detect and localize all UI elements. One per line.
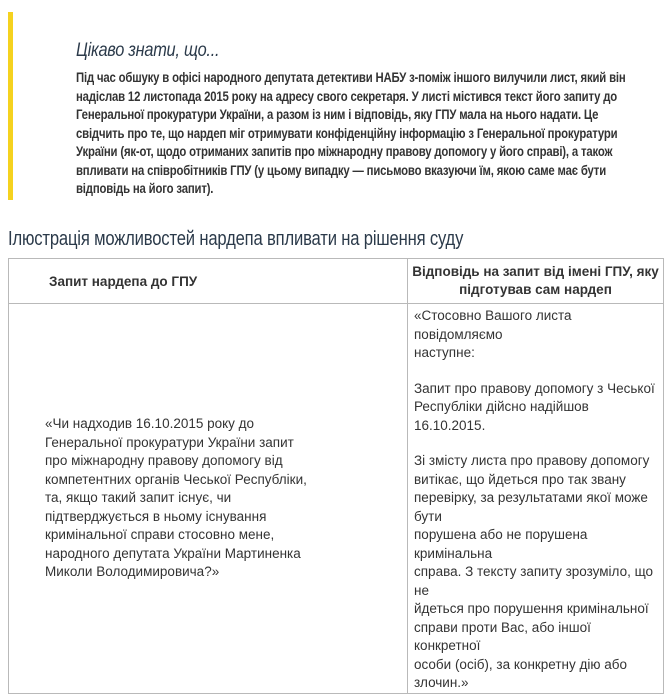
comparison-table — [8, 258, 664, 694]
request-text-cell: «Чи надходив 16.10.2015 року до Генеральної прокуратури України запит про міжнародну правову допомогу від компетентних органів Чеської Республіки, та, якщо такий запит існує, чи підтверджується в ньому існування кримінальної справи стосовно мене, народного депутата України Мартиненка Миколи Володимировича?» — [9, 304, 408, 694]
column-header-response: Відповідь на запит від імені ГПУ, яку підготував сам нардеп — [408, 259, 664, 304]
table-header-row — [9, 259, 664, 304]
response-text-cell — [408, 304, 664, 694]
column-header-request: Запит нардепа до ГПУ — [9, 259, 408, 304]
callout-line: відповідь на його запит). — [76, 181, 214, 196]
callout-line: України (як-от, щодо отриманих запитів про міжнародну правову допомогу у його справі), а також — [76, 144, 613, 159]
response-paragraph: Зі змісту листа про правову допомогу витікає, що йдеться про так звану перевірку, за результатами якої може бути порушена або не порушена кримінальна справа. З тексту запиту зрозуміло, що не йдеться про порушення кримінальної справи проти Вас, або іншої конкретної особи (осіб), за конкретну дію або злочин.» — [414, 453, 654, 690]
callout-title: Цікаво знати, що... — [76, 40, 220, 61]
callout-line: надіслав 12 листопада 2015 року на адресу свого секретаря. У листі містився текст його запиту до — [76, 88, 618, 104]
callout-body — [76, 69, 670, 199]
callout-line: впливати на співробітників ГПУ (у цьому випадку — письмово вказуючи їм, якою саме має бути — [76, 162, 607, 178]
info-callout — [8, 10, 668, 200]
callout-line: Під час обшуку в офісі народного депутата детективи НАБУ з-поміж іншого вилучили лист, який він — [76, 70, 626, 85]
response-paragraph: Запит про правову допомогу з Чеської Республіки дійсно надійшов 16.10.2015. — [414, 380, 655, 433]
response-paragraph: «Стосовно Вашого листа повідомляємо наступне: — [414, 308, 572, 360]
callout-accent-bar — [8, 12, 13, 200]
table-row — [9, 304, 664, 694]
section-title: Ілюстрація можливостей нардепа впливати на рішення суду — [8, 228, 464, 250]
callout-line: Генеральної прокуратури України, а разом із ним і відповідь, яку ГПУ мала на нього надати. Це — [76, 107, 599, 122]
callout-line: свідчить про те, що нардеп міг отримувати конфіденційну інформацію з Генеральної прокуратури — [76, 125, 618, 141]
